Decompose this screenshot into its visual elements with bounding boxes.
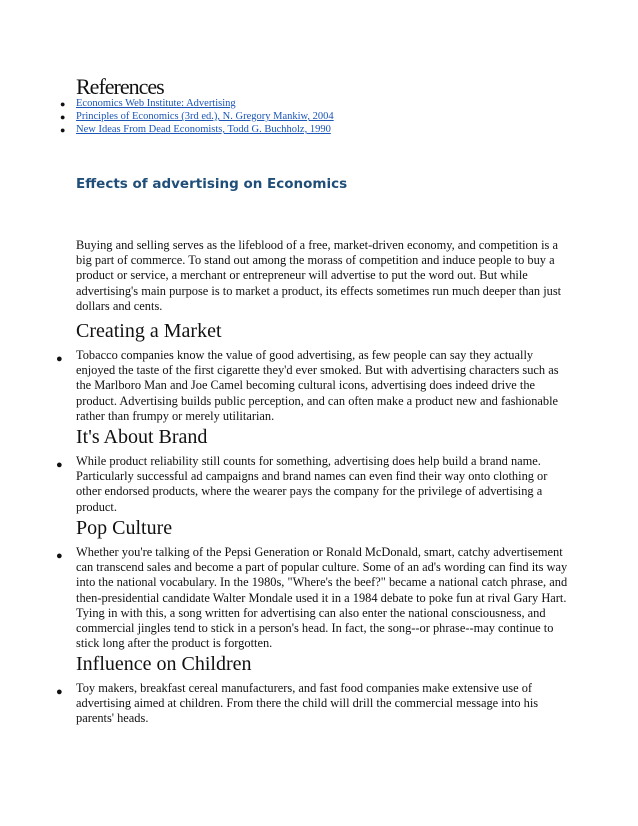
section-text-influence-on-children: Toy makers, breakfast cereal manufacturers, and fast food companies make extensive use of advertising aimed at children. From there the child will drill the commercial message into his parents' heads. bbox=[76, 681, 539, 726]
bullet-icon: ● bbox=[56, 353, 63, 365]
section-title-its-about-brand: It's About Brand bbox=[76, 426, 208, 448]
reference-item bbox=[0, 98, 638, 111]
section-title-influence-on-children: Influence on Children bbox=[76, 653, 252, 675]
reference-item bbox=[0, 124, 638, 137]
intro-paragraph: Buying and selling serves as the lifeblood of a free, market-driven economy, and competition is a big part of commerce. To stand out among the morass of competition and induce people to buy a product or service, a merchant or entrepreneur will advertise to put the word out. But while advertising's main purpose is to market a product, its effects sometimes run much deeper than just dollars and cents. bbox=[76, 238, 562, 313]
references-list bbox=[0, 98, 638, 137]
section-title-creating-a-market: Creating a Market bbox=[76, 320, 222, 342]
article-heading: Effects of advertising on Economics bbox=[76, 176, 348, 192]
reference-link-new-ideas-dead-economists[interactable]: New Ideas From Dead Economists, Todd G. Buchholz, 1990 bbox=[76, 124, 331, 135]
reference-link-principles-of-economics[interactable]: Principles of Economics (3rd ed.), N. Gregory Mankiw, 2004 bbox=[76, 111, 334, 122]
bullet-icon: ● bbox=[56, 686, 63, 698]
bullet-icon: ● bbox=[60, 99, 66, 109]
references-heading: References bbox=[76, 74, 164, 99]
bullet-icon: ● bbox=[56, 459, 63, 471]
reference-link-economics-web-institute[interactable]: Economics Web Institute: Advertising bbox=[76, 98, 236, 109]
section-text-its-about-brand: While product reliability still counts for something, advertising does help build a brand name. Particularly successful ad campaigns and brand names can even find their way onto clothing or other endorsed products, where the wearer pays the company for the privilege of advertising a product. bbox=[76, 454, 548, 514]
bullet-icon: ● bbox=[60, 112, 66, 122]
bullet-icon: ● bbox=[60, 125, 66, 135]
reference-item bbox=[0, 111, 638, 124]
bullet-icon: ● bbox=[56, 550, 63, 562]
section-title-pop-culture: Pop Culture bbox=[76, 517, 173, 539]
section-text-creating-a-market: Tobacco companies know the value of good advertising, as few people can say they actually enjoyed the taste of the first cigarette they'd ever smoked. But with advertising characters such as the Marlboro Man and Joe Camel becoming cultural icons, advertising does indeed drive the product. Advertising builds public perception, and can often make a product new and fashionable rather than frumpy or merely utilitarian. bbox=[76, 348, 559, 423]
section-text-pop-culture: Whether you're talking of the Pepsi Generation or Ronald McDonald, smart, catchy advertisement can transcend sales and become a part of popular culture. Some of an ad's wording can find its way into the national vocabulary. In the 1980s, "Where's the beef?" became a national catch phrase, and then-presidential candidate Walter Mondale used it in a 1984 debate to poke fun at rival Gary Hart. Tying in with this, a song written for advertising can also enter the national consciousness, and commercial jingles tend to stick in a person's head. In fact, the song--or phrase--may continue to stick long after the product is forgotten. bbox=[76, 545, 568, 651]
